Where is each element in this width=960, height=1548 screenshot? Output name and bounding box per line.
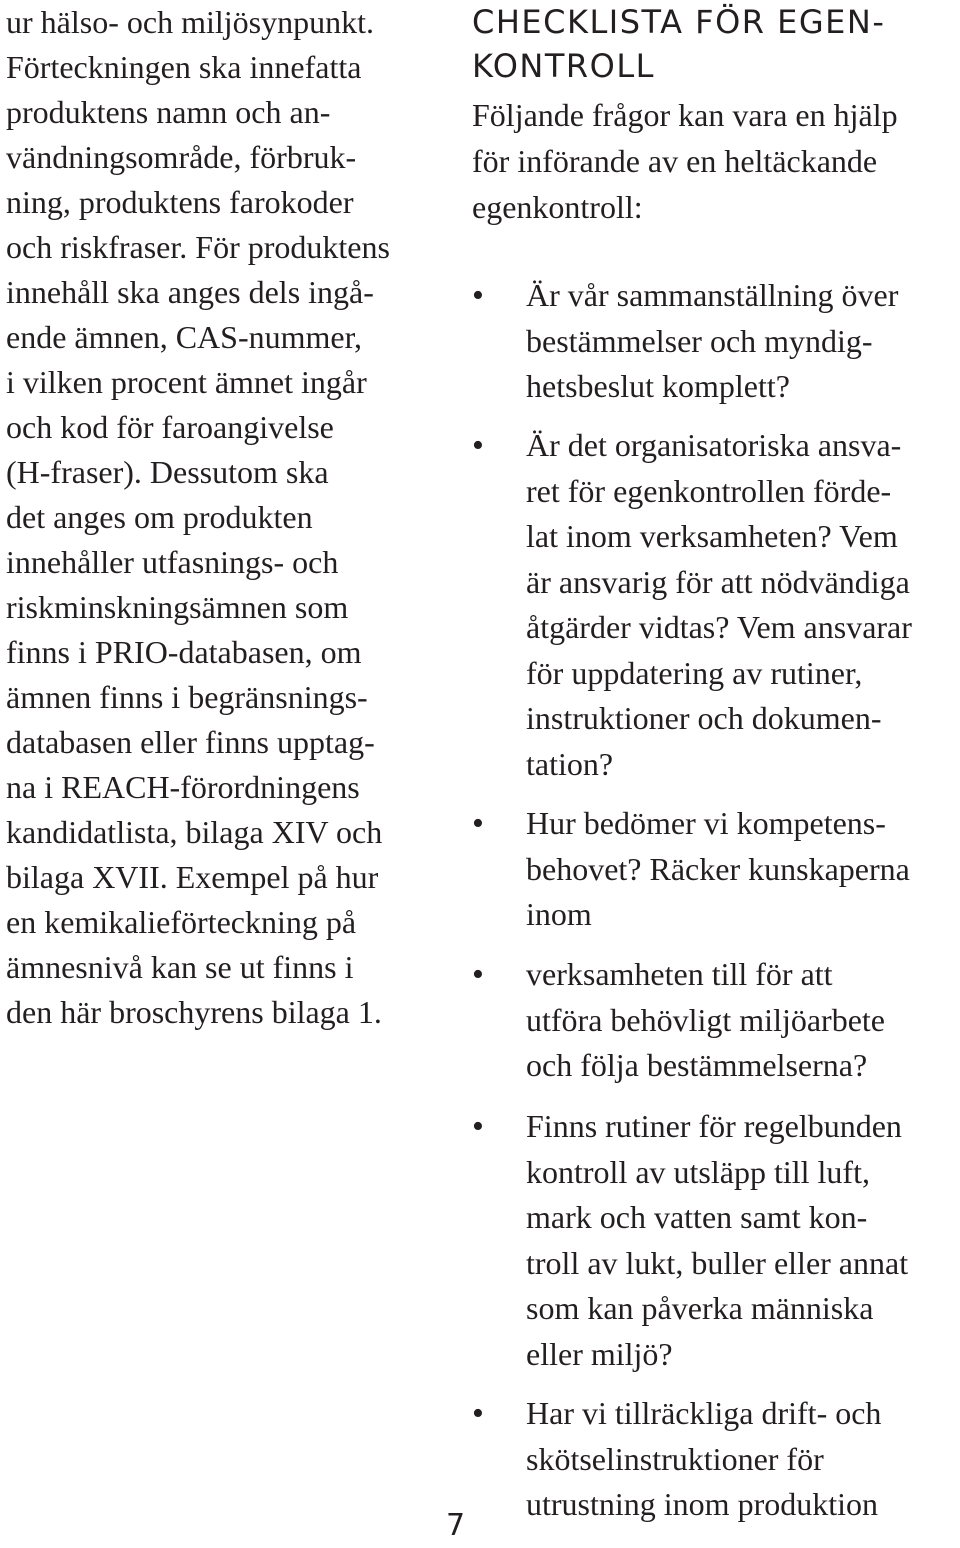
list-item-line: behovet? Räcker kunskaperna bbox=[526, 850, 910, 887]
bullet-icon: • bbox=[472, 1395, 484, 1432]
intro-line: Följande frågor kan vara en hjälp bbox=[472, 97, 898, 133]
bullet-icon: • bbox=[472, 427, 484, 464]
list-item-text bbox=[526, 273, 898, 410]
body-text-line: ämnesnivå kan se ut finns i bbox=[6, 949, 354, 985]
list-item-text bbox=[526, 423, 912, 787]
list-item-line: Är vår sammanställning över bbox=[526, 277, 899, 313]
list-item-line: utföra behövligt miljöarbete bbox=[526, 1001, 885, 1038]
body-text-line: kandidatlista, bilaga XIV och bbox=[6, 814, 383, 850]
body-text-line: na i REACH-förordningens bbox=[6, 769, 360, 805]
list-item-text bbox=[526, 952, 885, 1089]
body-text-line: ur hälso- och miljösynpunkt. bbox=[6, 4, 374, 40]
list-item-line: mark och vatten samt kon- bbox=[526, 1199, 868, 1235]
body-text-line: den här broschyrens bilaga 1. bbox=[6, 994, 382, 1030]
list-item-line: hetsbeslut komplett? bbox=[526, 368, 790, 404]
intro-line: egenkontroll: bbox=[472, 189, 643, 225]
body-text-line: produktens namn och an- bbox=[6, 94, 331, 130]
list-item-line: utrustning inom produktion bbox=[526, 1486, 878, 1522]
list-item-line: instruktioner och dokumen- bbox=[526, 700, 882, 736]
list-item-line: Är det organisatoriska ansva- bbox=[526, 427, 902, 463]
list-item-line: som kan påverka människa bbox=[526, 1290, 874, 1326]
checklist-heading bbox=[472, 0, 885, 88]
list-item-line: inom bbox=[526, 896, 592, 932]
body-text-line: ämnen finns i begränsnings- bbox=[6, 679, 368, 715]
intro-line: för införande av en heltäckande bbox=[472, 143, 878, 179]
list-item-text bbox=[526, 1391, 881, 1528]
list-item-line: tation? bbox=[526, 745, 614, 782]
body-text-line: innehåll ska anges dels ingå- bbox=[6, 274, 374, 310]
body-text-line: vändningsområde, förbruk- bbox=[6, 139, 357, 175]
bullet-icon: • bbox=[472, 277, 484, 314]
list-item-line: bestämmelser och myndig- bbox=[526, 322, 873, 359]
left-column bbox=[6, 0, 446, 1035]
list-item-line: lat inom verksamheten? Vem bbox=[526, 518, 898, 554]
list-item-line: kontroll av utsläpp till luft, bbox=[526, 1153, 870, 1190]
list-item-line: Finns rutiner för regelbunden bbox=[526, 1108, 902, 1144]
body-text-line: (H-fraser). Dessutom ska bbox=[6, 454, 329, 490]
list-item-line: eller miljö? bbox=[526, 1335, 673, 1372]
bullet-icon: • bbox=[472, 805, 484, 842]
page-number: 7 bbox=[446, 1508, 466, 1543]
list-item-line: Hur bedömer vi kompetens- bbox=[526, 805, 886, 841]
body-text-line: finns i PRIO-databasen, om bbox=[6, 634, 362, 670]
body-text-line: innehåller utfasnings- och bbox=[6, 544, 339, 580]
body-text-line: en kemikalieförteckning på bbox=[6, 904, 357, 940]
list-item-line: verksamheten till för att bbox=[526, 956, 833, 992]
bullet-icon: • bbox=[472, 956, 484, 993]
body-text-line: bilaga XVII. Exempel på hur bbox=[6, 859, 379, 895]
heading-line: KONTROLL bbox=[472, 47, 655, 85]
list-item-line: troll av lukt, buller eller annat bbox=[526, 1244, 909, 1281]
body-text-line: riskminskningsämnen som bbox=[6, 589, 349, 625]
list-item-line: är ansvarig för att nödvändiga bbox=[526, 563, 910, 600]
body-text-line: ning, produktens farokoder bbox=[6, 184, 354, 220]
heading-line: CHECKLISTA FÖR EGEN- bbox=[472, 3, 886, 41]
list-item-line: ret för egenkontrollen förde- bbox=[526, 472, 892, 509]
list-item-line: åtgärder vidtas? Vem ansvarar bbox=[526, 609, 912, 645]
body-text-line: Förteckningen ska innefatta bbox=[6, 49, 362, 85]
checklist-intro bbox=[472, 92, 898, 230]
list-item-text bbox=[526, 801, 910, 938]
list-item-line: för uppdatering av rutiner, bbox=[526, 654, 863, 691]
bullet-icon: • bbox=[472, 1108, 484, 1145]
list-item-line: Har vi tillräckliga drift- och bbox=[526, 1395, 882, 1431]
list-item-line: skötselinstruktioner för bbox=[526, 1440, 824, 1477]
body-text-line: och riskfraser. För produktens bbox=[6, 229, 390, 265]
body-text-line: i vilken procent ämnet ingår bbox=[6, 364, 367, 400]
body-text-line: och kod för faroangivelse bbox=[6, 409, 334, 445]
body-text-line: databasen eller finns upptag- bbox=[6, 724, 375, 760]
list-item-line: och följa bestämmelserna? bbox=[526, 1047, 868, 1083]
body-text-line: ende ämnen, CAS-nummer, bbox=[6, 319, 362, 355]
body-text-line: det anges om produkten bbox=[6, 499, 313, 535]
list-item-text bbox=[526, 1104, 908, 1377]
